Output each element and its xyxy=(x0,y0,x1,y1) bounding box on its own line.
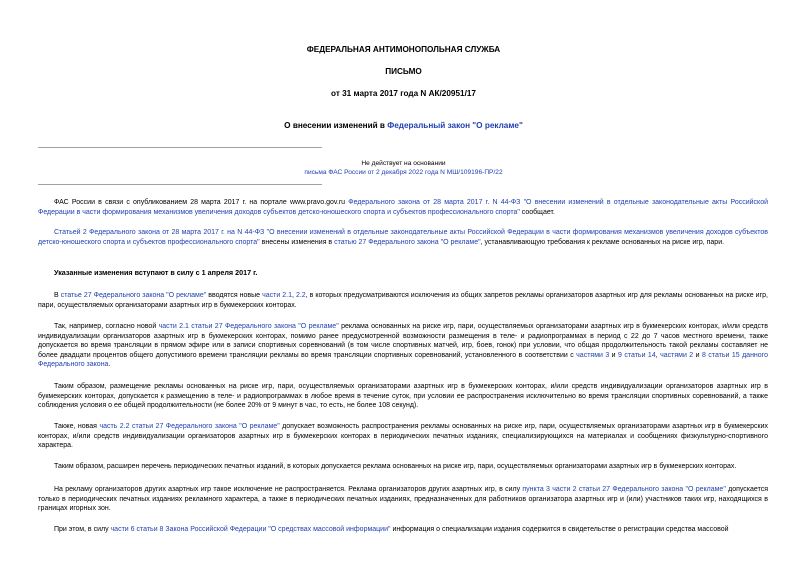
text-run: , xyxy=(291,292,296,299)
text-run: Так, например, согласно новой xyxy=(54,323,159,330)
document-date-number: от 31 марта 2017 года N АК/20951/17 xyxy=(331,89,476,98)
law-part-link[interactable]: части 2.1 xyxy=(262,292,292,299)
law-article-link[interactable]: 9 статьи 14 xyxy=(618,351,656,359)
text-run: сообщает. xyxy=(519,208,555,216)
law-clause-link[interactable]: пункта 3 части 2 статьи 27 Федерального закона "О рекламе" xyxy=(522,486,726,493)
text-run: , в которых предусматриваются исключения из общих запретов рекламы организаторов азартных игр для рекламы основанных на риске игр, пари, осуществляемых организаторами азартных игр в букмекерских конторах. xyxy=(38,292,768,309)
document-subject xyxy=(0,121,807,131)
text-run: и xyxy=(609,351,619,359)
text-run: допускает возможность распространения рекламы основанных на риске игр, пари, осуществляемых организаторами азартных игр в букмекерских конторах, и/или средств индивидуализации организаторов азартных игр в букмекерских конторах в периодических печатных изданиях, специализирующихся на материалах и сообщениях физкультурно-спортивного характера. xyxy=(38,423,768,450)
paragraph-9 xyxy=(38,485,768,514)
law-article-link[interactable]: статье 27 Федерального закона "О рекламе" xyxy=(60,292,207,299)
text-run: , xyxy=(655,351,661,359)
text-run: и xyxy=(693,351,702,359)
document-type: ПИСЬМО xyxy=(385,67,422,76)
agency-title: ФЕДЕРАЛЬНАЯ АНТИМОНОПОЛЬНАЯ СЛУЖБА xyxy=(306,45,501,54)
text-run: ФАС России в связи с опубликованием 28 марта 2017 г. на портале www.pravo.gov.ru xyxy=(54,199,349,206)
text-run: допускается только в периодических печатных изданиях рекламного характера, а также в периодических печатных изданиях, предназначенных для работников организатора азартных игр и (или) участников таких игр, находящихся в границах игорных зон. xyxy=(38,486,768,513)
paragraph-5 xyxy=(38,322,768,370)
paragraph-8: Таким образом, расширен перечень периодических печатных изданий, в которых допускается реклама основанных на риске игр, пари, осуществляемых организаторами азартных игр в букмекерских конторах. xyxy=(54,463,737,470)
law-article-link[interactable]: Статьей 2 Федерального закона от 28 марта 2017 г. на N 44-ФЗ "О внесении изменений в отдельные законодательные акты Российской Федерации в части формирования механизмов увеличения доходов субъектов детско-юношеского спорта и субъектов профессионального спорта" xyxy=(38,229,768,246)
subject-prefix: О внесении изменений в xyxy=(284,121,388,130)
subject-law-link[interactable]: Федеральный закон "О рекламе" xyxy=(387,121,523,130)
text-run: . xyxy=(108,361,111,369)
paragraph-4 xyxy=(38,291,768,310)
law-article-link[interactable]: статью 27 Федерального закона "О рекламе" xyxy=(334,238,481,246)
text-run: реклама основанных на риске игр, пари, осуществляемых организаторами азартных игр в букмекерских конторах, и/или средств индивидуализации организаторов азартных игр в букмекерских конторах, помимо ранее предусмотренной возможности размещения в теле- и радиопрограммах в период с 22 до 7 часов местного времени, также допускается во время трансляции в прямом эфире или в записи спортивных соревнований (в том числе спортивных матчей, игр, боев, гонок) при условии, что общая продолжительность такой рекламы составляет не более двадцати процентов общего допустимого времени трансляции рекламы во время трансляции спортивных соревнований, установленного в соответствии с xyxy=(38,323,768,359)
effective-date-note: Указанные изменения вступают в силу с 1 апреля 2017 г. xyxy=(54,268,258,277)
text-run: В xyxy=(54,292,61,299)
paragraph-2 xyxy=(38,228,768,247)
divider-top xyxy=(38,147,322,148)
text-run: На рекламу организаторов других азартных игр такое исключение не распространяется. Реклама организаторов других азартных игр, в силу xyxy=(54,486,523,493)
text-run: внесены изменения в xyxy=(259,238,335,246)
text-run: информация о специализации издания содержится в свидетельстве о регистрации средства массовой xyxy=(390,526,729,533)
law-part-link[interactable]: частями 2 xyxy=(660,351,694,359)
law-article-link[interactable]: 8 статьи 15 данного Федерального закона xyxy=(38,351,768,369)
law-part-link[interactable]: части 2.1 статьи 27 Федерального закона "О рекламе" xyxy=(158,323,339,330)
paragraph-10 xyxy=(38,525,768,535)
text-run: вводятся новые xyxy=(206,292,263,299)
law-part-link[interactable]: части 6 статьи 8 Закона Российской Федерации "О средствах массовой информации" xyxy=(110,526,391,533)
notice-repeal-link[interactable]: письма ФАС России от 2 декабря 2022 года N МШ/109196-ПР/22 xyxy=(304,169,503,176)
law-link[interactable]: Федерального закона от 28 марта 2017 г. N 44-ФЗ "О внесении изменений в отдельные законодательные акты Российской Федерации в части формирования механизмов увеличения доходов субъектов детско-юношеского спорта и субъектов профессионального спорта" xyxy=(38,199,768,216)
text-run: , устанавливающую требования к рекламе основанных на риске игр, пари. xyxy=(480,238,725,246)
paragraph-7 xyxy=(38,422,768,451)
notice-line: Не действует на основании xyxy=(361,160,446,167)
law-part-link[interactable]: часть 2.2 статьи 27 Федерального закона "О рекламе" xyxy=(99,423,280,430)
paragraph-1 xyxy=(38,198,768,217)
paragraph-6: Таким образом, размещение рекламы основанных на риске игр, пари, осуществляемых организаторами азартных игр в букмекерских конторах, и/или средств индивидуализации организаторов азартных игр в букмекерских конторах, допускается к размещению в теле- и радиопрограммах в любое время в течение суток, при условии ее распространения исключительно во время трансляции спортивных соревнований, а также соблюдения условия о ее общей продолжительности (не более 20% от 9 минут в час, то есть, не более 108 секунд). xyxy=(38,383,768,410)
law-part-link[interactable]: 2.2 xyxy=(295,292,306,299)
text-run: Также, новая xyxy=(54,423,100,430)
divider-bottom xyxy=(38,184,322,185)
text-run: При этом, в силу xyxy=(54,526,111,533)
law-part-link[interactable]: частями 3 xyxy=(576,351,610,359)
